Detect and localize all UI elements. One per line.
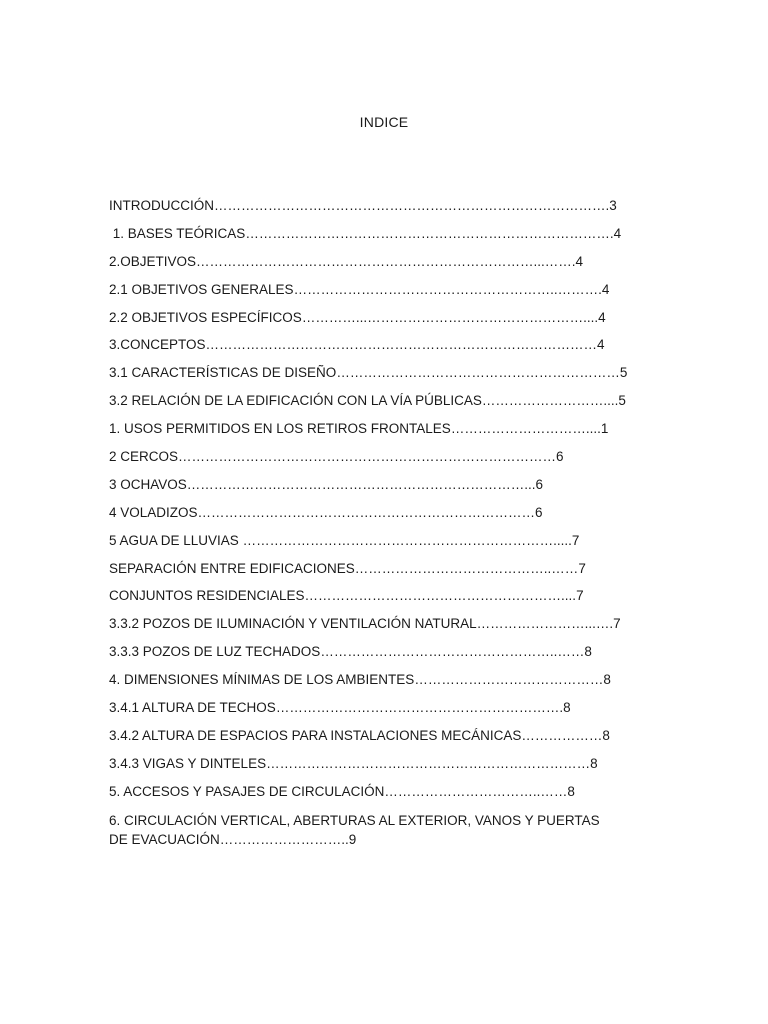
toc-entry-leader: ……………………………………………..…… xyxy=(320,644,585,660)
toc-entry-text: 3.3.2 POZOS DE ILUMINACIÓN Y VENTILACIÓN NATURAL xyxy=(109,616,477,632)
toc-entry xyxy=(109,392,626,420)
toc-entry xyxy=(109,420,609,448)
toc-entry-leader: …………………………………………………………………...……. xyxy=(196,253,576,269)
toc-entry xyxy=(109,309,609,337)
toc-entry-text: SEPARACIÓN ENTRE EDIFICACIONES xyxy=(109,560,355,576)
toc-entry-page: 3 xyxy=(609,198,617,213)
toc-entry xyxy=(109,783,609,811)
toc-entry-page: 6 xyxy=(535,476,544,492)
toc-entry xyxy=(109,727,609,755)
toc-entry-leader: …………………………………………………………………... xyxy=(186,476,536,492)
toc-entry-leader: ………………………………………………………. xyxy=(275,700,564,716)
toc-entry-page: 6 xyxy=(556,449,564,465)
toc-entry-leader: ……………………….. xyxy=(219,831,349,847)
toc-entry-page: 7 xyxy=(578,560,586,576)
toc-entry xyxy=(109,615,621,643)
toc-entry-leader: ………………………………………………………………… xyxy=(197,504,536,520)
toc-entry-page: 8 xyxy=(584,644,592,660)
toc-entry-leader: ……………………………………..…… xyxy=(354,560,579,576)
toc-entry xyxy=(109,504,609,532)
toc-entry-text: 3.2 RELACIÓN DE LA EDIFICACIÓN CON LA VÍA PÚBLICAS xyxy=(109,393,482,409)
toc-entry-leader: ………………………….... xyxy=(450,421,601,437)
toc-entry-leader: ……………………………………………………………………………. xyxy=(214,198,610,213)
toc-entry-page: 8 xyxy=(603,672,611,688)
toc-entry xyxy=(109,643,609,671)
toc-entry-page: 5 xyxy=(618,393,626,409)
toc-entry-text: 4. DIMENSIONES MÍNIMAS DE LOS AMBIENTES xyxy=(109,672,415,688)
toc-entry-text: 1. BASES TEÓRICAS xyxy=(109,225,246,241)
toc-entry xyxy=(109,671,609,699)
toc-entry xyxy=(109,532,609,560)
toc-entry-leader: …………...………………………………………….... xyxy=(301,309,599,325)
toc-entry-text: 3.4.3 VIGAS Y DINTELES xyxy=(109,755,267,771)
toc-entry-text: 6. CIRCULACIÓN VERTICAL, ABERTURAS AL EXTERIOR, VANOS Y PUERTAS DE EVACUACIÓN xyxy=(109,812,600,847)
toc-entry-leader: …………………………………………………………………………… xyxy=(205,337,598,353)
toc-entry-text: 5. ACCESOS Y PASAJES DE CIRCULACIÓN xyxy=(109,783,385,799)
toc-entry-leader: ……………… xyxy=(521,727,603,743)
toc-entry-text: 2.1 OBJETIVOS GENERALES xyxy=(109,281,294,297)
toc-entry-leader: ……………………….... xyxy=(481,393,619,409)
toc-entry-page: 8 xyxy=(602,727,610,743)
toc-entry-page: 8 xyxy=(590,755,598,771)
toc-entry-leader: ………………………………………………………………………… xyxy=(178,449,557,465)
toc-entry xyxy=(109,225,622,253)
toc-entry xyxy=(109,448,609,476)
toc-entry-page: 9 xyxy=(348,831,357,847)
toc-entry xyxy=(109,587,609,615)
toc-entry-text: 2 CERCOS xyxy=(109,449,179,465)
toc-entry xyxy=(109,755,609,783)
toc-entry-page: 8 xyxy=(563,700,571,716)
toc-entry-leader: …………………………………………………..………. xyxy=(293,281,602,297)
toc-entry-text: CONJUNTOS RESIDENCIALES xyxy=(109,588,305,604)
toc-entry-text: 4 VOLADIZOS xyxy=(109,504,198,520)
toc-entry-text: INTRODUCCIÓN xyxy=(109,198,214,213)
toc-entry-page: 7 xyxy=(571,532,580,548)
toc-entry-leader: ……………………………………………………………… xyxy=(266,755,591,771)
table-of-contents xyxy=(109,197,628,849)
toc-entry-leader: ……………………………………………………………..... xyxy=(242,532,572,548)
toc-entry xyxy=(109,253,609,281)
toc-entry xyxy=(109,281,609,309)
toc-entry-page: 4 xyxy=(575,253,584,269)
toc-entry xyxy=(109,476,609,504)
toc-entry-text: 3.4.2 ALTURA DE ESPACIOS PARA INSTALACIONES MECÁNICAS xyxy=(109,727,522,743)
toc-entry-text: 2.OBJETIVOS xyxy=(109,253,197,269)
toc-entry-text: 3 OCHAVOS xyxy=(109,476,187,492)
toc-entry-text: 2.2 OBJETIVOS ESPECÍFICOS xyxy=(109,309,302,325)
toc-entry-text: 1. USOS PERMITIDOS EN LOS RETIROS FRONTALES xyxy=(109,421,451,437)
toc-entry-text: 3.1 CARACTERÍSTICAS DE DISEÑO xyxy=(109,365,337,381)
toc-entry-page: 8 xyxy=(567,783,575,799)
toc-entry-page: 5 xyxy=(619,365,628,381)
toc-entry xyxy=(109,364,628,392)
toc-entry xyxy=(109,336,609,364)
toc-entry-page: 4 xyxy=(597,337,605,353)
toc-entry-page: 7 xyxy=(613,616,621,632)
toc-entry-page: 7 xyxy=(576,588,584,604)
toc-entry-leader: ………………………………………………………………………. xyxy=(245,225,614,241)
toc-entry-text: 5 AGUA DE LLUVIAS xyxy=(109,532,243,548)
toc-entry xyxy=(109,811,609,849)
toc-entry xyxy=(109,197,617,225)
toc-entry-page: 4 xyxy=(598,309,606,325)
toc-entry-leader: …………………………………… xyxy=(414,672,604,688)
toc-entry-page: 4 xyxy=(613,225,622,241)
toc-entry-page: 1 xyxy=(600,421,609,437)
toc-entry-text: 3.3.3 POZOS DE LUZ TECHADOS xyxy=(109,644,321,660)
toc-entry-leader: ……………………...…. xyxy=(476,616,614,632)
toc-entry-text: 3.CONCEPTOS xyxy=(109,337,206,353)
toc-entry-page: 6 xyxy=(535,504,543,520)
toc-entry-leader: ………………………………………………….... xyxy=(304,588,577,604)
toc-entry-text: 3.4.1 ALTURA DE TECHOS xyxy=(109,700,276,716)
toc-entry xyxy=(109,699,609,727)
toc-entry-leader: ……………………………………………………… xyxy=(336,365,620,381)
toc-entry-leader: ……………………………..…… xyxy=(384,783,568,799)
toc-entry-page: 4 xyxy=(601,281,610,297)
toc-entry xyxy=(109,560,609,588)
index-title: INDICE xyxy=(359,114,409,130)
